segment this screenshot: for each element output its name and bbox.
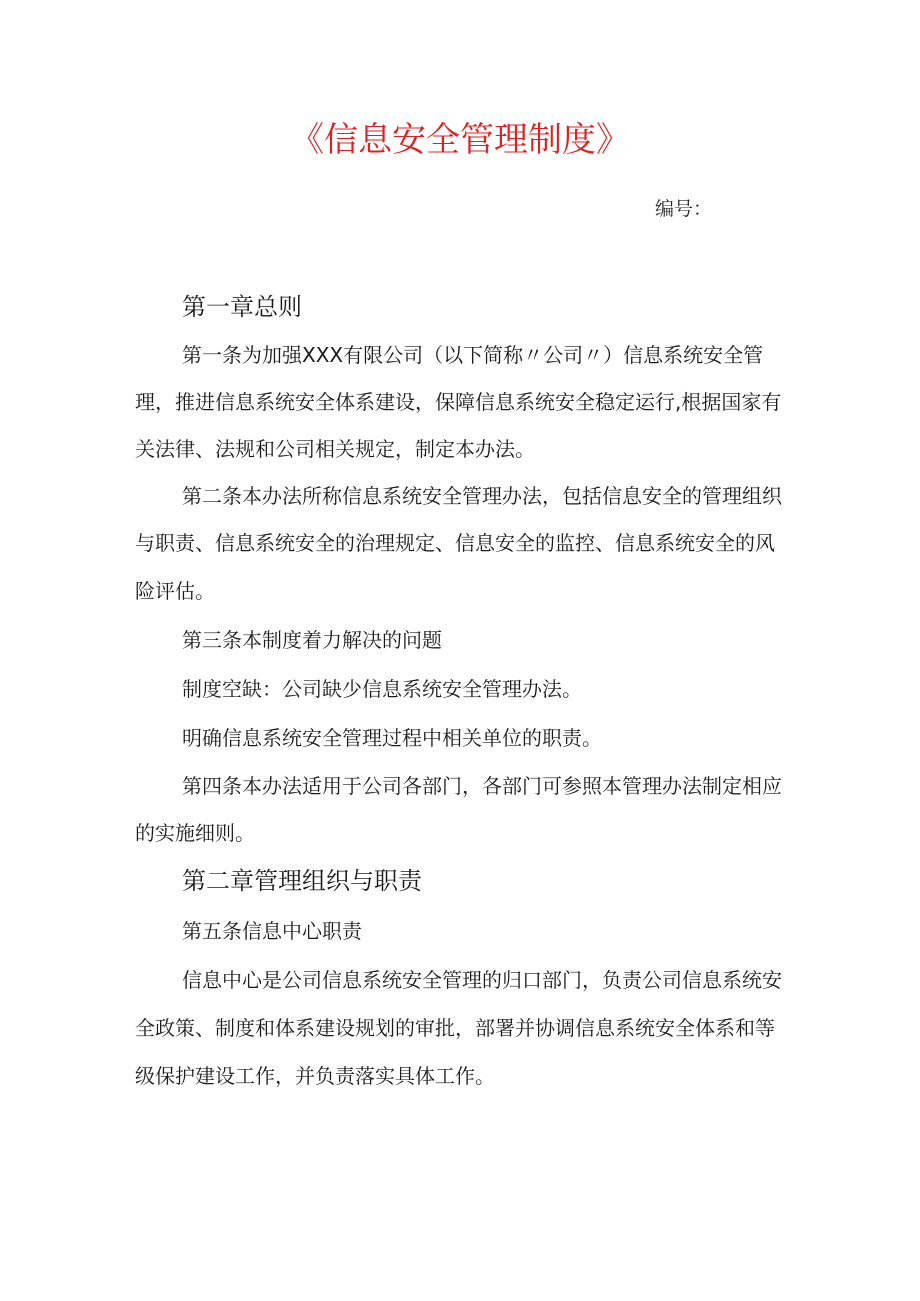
article-5-body-line-1: 信息中心是公司信息系统安全管理的归口部门，负责公司信息系统安 (182, 968, 782, 992)
document-number-label: 编号： (655, 198, 713, 220)
article-3-item-1: 制度空缺：公司缺少信息系统安全管理办法。 (182, 677, 582, 701)
article-2-line-2: 与职责、信息系统安全的治理规定、信息安全的监控、信息系统安全的风 (135, 531, 775, 555)
article-5-body-line-2: 全政策、制度和体系建设规划的审批，部署并协调信息系统安全体系和等 (135, 1016, 775, 1040)
article-2-line-1: 第二条本办法所称信息系统安全管理办法，包括信息安全的管理组织 (182, 484, 782, 508)
article-2-line-3: 险评估。 (135, 579, 215, 603)
article-3: 第三条本制度着力解决的问题 (182, 628, 442, 652)
chapter-1-heading: 第一章总则 (182, 293, 302, 321)
article-5-body-line-3: 级保护建设工作，并负责落实具体工作。 (135, 1064, 495, 1088)
article-1-line-1: 第一条为加强XXX有限公司（以下简称〃公司〃）信息系统安全管 (182, 343, 764, 367)
article-1-line-3: 关法律、法规和公司相关规定，制定本办法。 (135, 437, 535, 461)
article-4-line-2: 的实施细则。 (135, 821, 255, 845)
article-5: 第五条信息中心职责 (182, 919, 362, 943)
article-1-line-2: 理，推进信息系统安全体系建设，保障信息系统安全稳定运行,根据国家有 (135, 390, 782, 414)
document-title: 《信息安全管理制度》 (290, 120, 630, 160)
chapter-2-heading: 第二章管理组织与职责 (182, 867, 422, 895)
article-4-line-1: 第四条本办法适用于公司各部门，各部门可参照本管理办法制定相应 (182, 774, 782, 798)
article-3-item-2: 明确信息系统安全管理过程中相关单位的职责。 (182, 726, 602, 750)
